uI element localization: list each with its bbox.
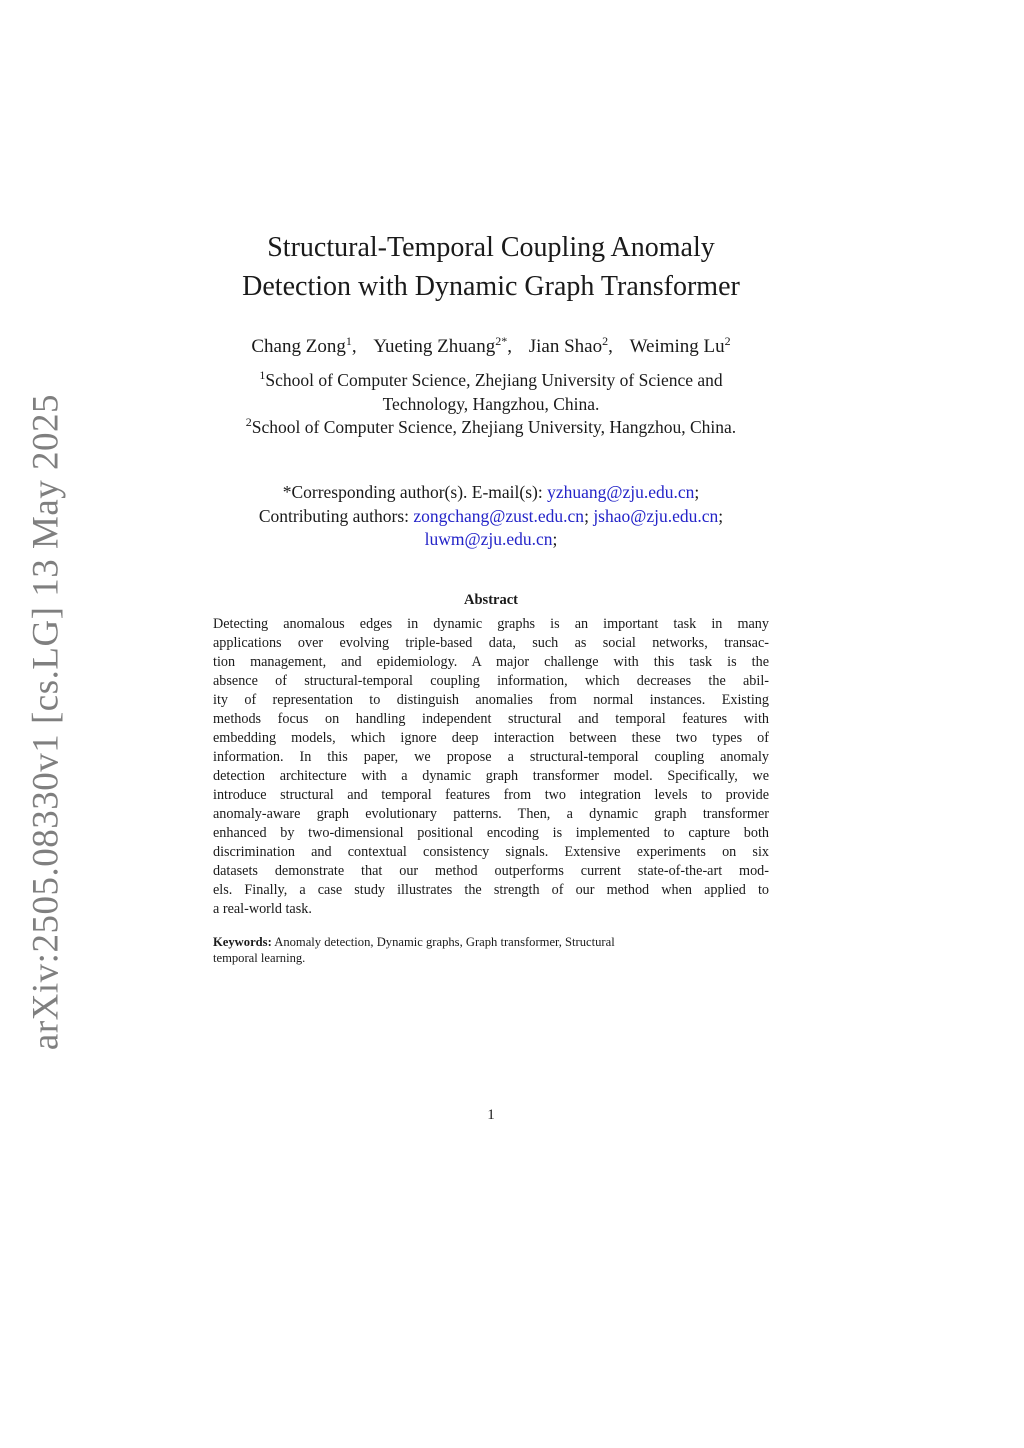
keywords-line-1: Keywords: Anomaly detection, Dynamic graphs, Graph transformer, Structural	[213, 935, 615, 949]
contributing-email-link-2[interactable]: jshao@zju.edu.cn	[593, 505, 719, 526]
abstract-line: information. In this paper, we propose a structural-temporal coupling anomaly	[213, 749, 769, 765]
abstract-line: els. Finally, a case study illustrates the strength of our method when applied to	[213, 882, 769, 898]
affiliation-2: $^2$School of Computer Science, Zhejiang University, Hangzhou, China.	[245, 415, 737, 437]
abstract-line: embedding models, which ignore deep interaction between these two types of	[213, 730, 769, 746]
contributing-authors-line: Contributing authors: zongchang@zust.edu.cn; jshao@zju.edu.cn;	[258, 505, 724, 526]
abstract-line: absence of structural-temporal coupling information, which decreases the abil-	[213, 673, 769, 689]
abstract-body	[213, 615, 769, 919]
title-line-1: Structural-Temporal Coupling Anomaly	[267, 232, 715, 263]
correspondence-block	[150, 481, 832, 552]
keywords-block	[213, 934, 769, 966]
keywords-label: Keywords:	[213, 935, 272, 949]
author-list	[150, 334, 832, 360]
contributing-email-link-3[interactable]: luwm@zju.edu.cn	[424, 529, 553, 549]
affiliations	[150, 369, 832, 440]
corresponding-email-link[interactable]: yzhuang@zju.edu.cn	[547, 482, 695, 502]
abstract-line: methods focus on handling independent structural and temporal features with	[213, 711, 769, 727]
author-2: Yueting Zhuang$^{2*}$,	[373, 334, 512, 357]
abstract-line: discrimination and contextual consistency signals. Extensive experiments on six	[213, 844, 769, 860]
abstract-line: anomaly-aware graph evolutionary patterns. Then, a dynamic graph transformer	[213, 806, 769, 822]
abstract-line: tion management, and epidemiology. A major challenge with this task is the	[213, 654, 769, 670]
abstract-line: datasets demonstrate that our method outperforms current state-of-the-art mod-	[213, 863, 769, 879]
paper-title	[180, 228, 802, 306]
contributing-authors-line-2: luwm@zju.edu.cn;	[424, 529, 558, 549]
abstract-heading: Abstract	[464, 592, 518, 608]
abstract-line: ity of representation to distinguish anomalies from normal instances. Existing	[213, 692, 769, 708]
corresponding-author-line: *Corresponding author(s). E-mail(s): yzhuang@zju.edu.cn;	[282, 482, 700, 502]
contributing-email-link-1[interactable]: zongchang@zust.edu.cn	[413, 505, 585, 526]
abstract-line: Detecting anomalous edges in dynamic graphs is an important task in many	[213, 616, 769, 632]
author-3: Jian Shao$^2$,	[528, 334, 613, 357]
page-number: 1	[487, 1107, 495, 1123]
abstract-line: a real-world task.	[213, 901, 312, 917]
abstract-line: applications over evolving triple-based data, such as social networks, transac-	[213, 635, 769, 651]
abstract-line: detection architecture with a dynamic graph transformer model. Specifically, we	[213, 768, 769, 784]
author-4: Weiming Lu$^2$	[629, 334, 731, 357]
keywords-line-2: temporal learning.	[213, 951, 306, 965]
abstract-line: enhanced by two-dimensional positional encoding is implemented to capture both	[213, 825, 769, 841]
affiliation-1-line-2: Technology, Hangzhou, China.	[382, 393, 600, 414]
author-1: Chang Zong$^1$,	[251, 334, 357, 357]
abstract-line: introduce structural and temporal features from two integration levels to provide	[213, 787, 769, 803]
title-line-2: Detection with Dynamic Graph Transformer	[242, 271, 740, 302]
affiliation-1-line-1: $^1$School of Computer Science, Zhejiang University of Science and	[259, 368, 723, 390]
arxiv-identifier-stamp: arXiv:2505.08330v1 [cs.LG] 13 May 2025	[25, 393, 67, 1051]
